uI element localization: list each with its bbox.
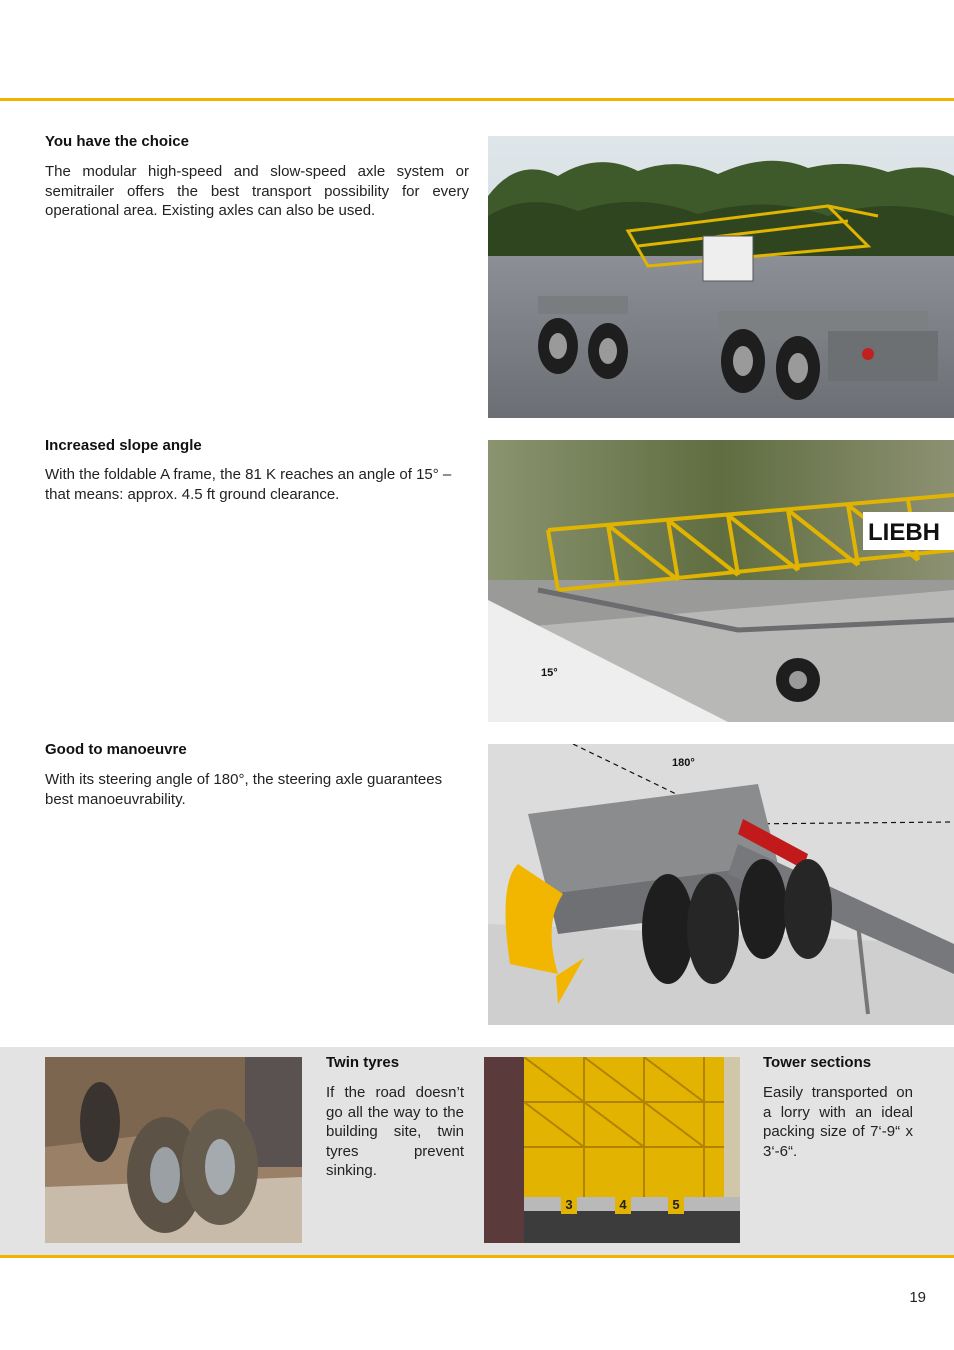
tower-section-number-4: 4 <box>619 1197 627 1212</box>
top-rule <box>0 98 954 101</box>
section-heading-manoeuvre: Good to manoeuvre <box>45 741 187 758</box>
section-body-slope: With the foldable A frame, the 81 K reaches an angle of 15° – that means: approx. 4.5 ft ground clearance. <box>45 466 452 503</box>
liebherr-logo: LIEBH <box>868 519 940 546</box>
render-steering-axle <box>488 744 954 1025</box>
bottom-rule <box>0 1255 954 1258</box>
photo-twin-tyres <box>45 1057 302 1243</box>
feature-body-twin-tyres: If the road doesn’t go all the way to the building site, twin tyres prevent sinking. <box>326 1084 464 1179</box>
section-heading-choice: You have the choice <box>45 133 189 150</box>
photo-tower-sections <box>484 1057 740 1243</box>
page-number: 19 <box>909 1289 926 1306</box>
section-body-choice: The modular high-speed and slow-speed axle system or semitrailer offers the best transport possibility for every operational area. Existing axles can also be used. <box>45 163 469 219</box>
photo-slope-angle <box>488 440 954 722</box>
section-body-manoeuvre: With its steering angle of 180°, the steering axle guarantees best manoeuvrability. <box>45 771 443 808</box>
feature-heading-tower-sections: Tower sections <box>763 1054 872 1071</box>
section-heading-slope: Increased slope angle <box>45 437 202 454</box>
photo-axle-system <box>488 136 954 418</box>
steering-angle-label: 180° <box>672 757 695 769</box>
slope-angle-label: 15° <box>541 667 558 679</box>
tower-section-number-3: 3 <box>565 1197 573 1212</box>
feature-body-tower-sections: Easily transported on a lorry with an ideal packing size of 7‘-9“ x 3‘-6“. <box>763 1084 913 1160</box>
tower-section-number-5: 5 <box>672 1197 680 1212</box>
feature-heading-twin-tyres: Twin tyres <box>326 1054 400 1071</box>
